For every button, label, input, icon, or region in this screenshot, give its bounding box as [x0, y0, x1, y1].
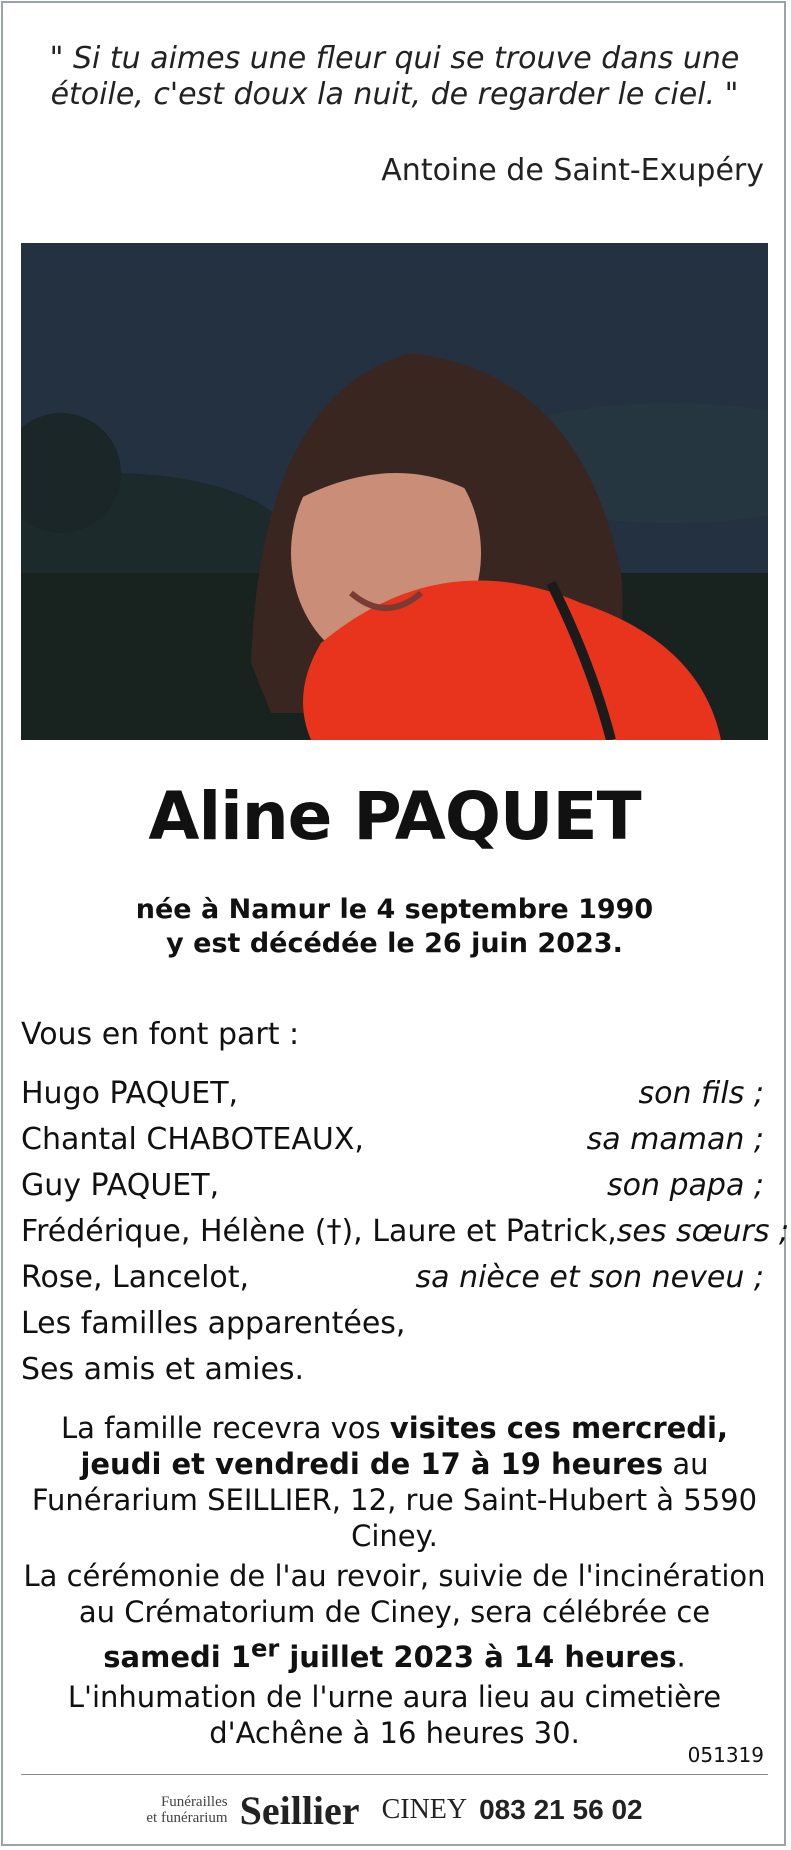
- tagline-line-2: et funérarium: [146, 1810, 228, 1826]
- quote-line-1: " Si tu aimes une fleur qui se trouve dans une: [49, 41, 740, 76]
- arrangements-text: [21, 1410, 768, 1755]
- burial-paragraph: L'inhumation de l'urne aura lieu au cimetière d'Achêne à 16 heures 30.: [67, 1679, 722, 1750]
- family-member-relation: ses sœurs ;: [616, 1214, 790, 1249]
- death-line: y est décédée le 26 juin 2023.: [166, 928, 623, 959]
- funeral-home-tagline: [146, 1794, 227, 1826]
- ceremony-date-b: juillet 2023 à 14 heures: [279, 1639, 677, 1674]
- family-member-relation: son fils ;: [638, 1076, 764, 1111]
- epigraph-quote: [21, 41, 768, 113]
- family-row: [21, 1071, 764, 1117]
- quote-author: Antoine de Saint-Exupéry: [381, 153, 764, 188]
- family-member-name: Hugo PAQUET,: [21, 1076, 239, 1111]
- ceremony-paragraph: [21, 1558, 768, 1675]
- family-member-name: Chantal CHABOTEAUX,: [21, 1122, 364, 1157]
- reference-number: 051319: [687, 1743, 764, 1767]
- family-member-name: Rose, Lancelot,: [21, 1260, 250, 1295]
- family-row: [21, 1347, 764, 1393]
- funeral-home-phone: 083 21 56 02: [479, 1794, 643, 1825]
- obituary-card: [1, 1, 790, 1846]
- funeral-home-footer: [21, 1785, 768, 1835]
- quote-line-2: étoile, c'est doux la nuit, de regarder le ciel. ": [50, 77, 739, 112]
- family-member-name: Frédérique, Hélène (†), Laure et Patrick,: [21, 1214, 617, 1249]
- portrait-photo: [21, 243, 768, 740]
- ceremony-text-2: .: [676, 1639, 686, 1674]
- family-member-relation: sa nièce et son neveu ;: [415, 1260, 764, 1295]
- ceremony-datetime: [103, 1634, 677, 1674]
- visits-times: visites ces mercredi, jeudi et vendredi de 17 à 19 heures: [80, 1411, 729, 1481]
- birth-line: née à Namur le 4 septembre 1990: [135, 894, 654, 925]
- family-member-name: Guy PAQUET,: [21, 1168, 220, 1203]
- family-row: [21, 1163, 764, 1209]
- family-row: [21, 1301, 764, 1347]
- family-member-relation: sa maman ;: [586, 1122, 764, 1157]
- family-row: [21, 1255, 764, 1301]
- visits-text-2: au Funérarium SEILLIER, 12, rue Saint-Hubert à 5590 Ciney.: [31, 1447, 758, 1553]
- family-member-relation: son papa ;: [606, 1168, 764, 1203]
- funeral-home-city: CINEY: [381, 1794, 468, 1825]
- ceremony-text-1: La cérémonie de l'au revoir, suivie de l'incinération au Crématorium de Ciney, sera célébrée ce: [23, 1559, 766, 1629]
- family-member-name: Les familles apparentées,: [21, 1306, 406, 1341]
- footer-divider: [21, 1774, 768, 1775]
- announcement-intro: Vous en font part :: [21, 1017, 300, 1052]
- family-row: [21, 1209, 790, 1255]
- funeral-home-brand: Seillier: [239, 1787, 360, 1833]
- ceremony-date-sup: er: [250, 1634, 280, 1662]
- tagline-line-1: Funérailles: [160, 1794, 228, 1810]
- portrait-illustration: [21, 243, 768, 740]
- birth-death-info: [21, 893, 768, 961]
- family-member-name: Ses amis et amies.: [21, 1352, 305, 1387]
- family-row: [21, 1117, 764, 1163]
- visits-text-1: La famille recevra vos: [60, 1411, 390, 1445]
- deceased-name: Aline PAQUET: [148, 778, 641, 855]
- family-list: [21, 1071, 790, 1393]
- visits-paragraph: [21, 1410, 768, 1554]
- ceremony-date-a: samedi 1: [103, 1639, 251, 1674]
